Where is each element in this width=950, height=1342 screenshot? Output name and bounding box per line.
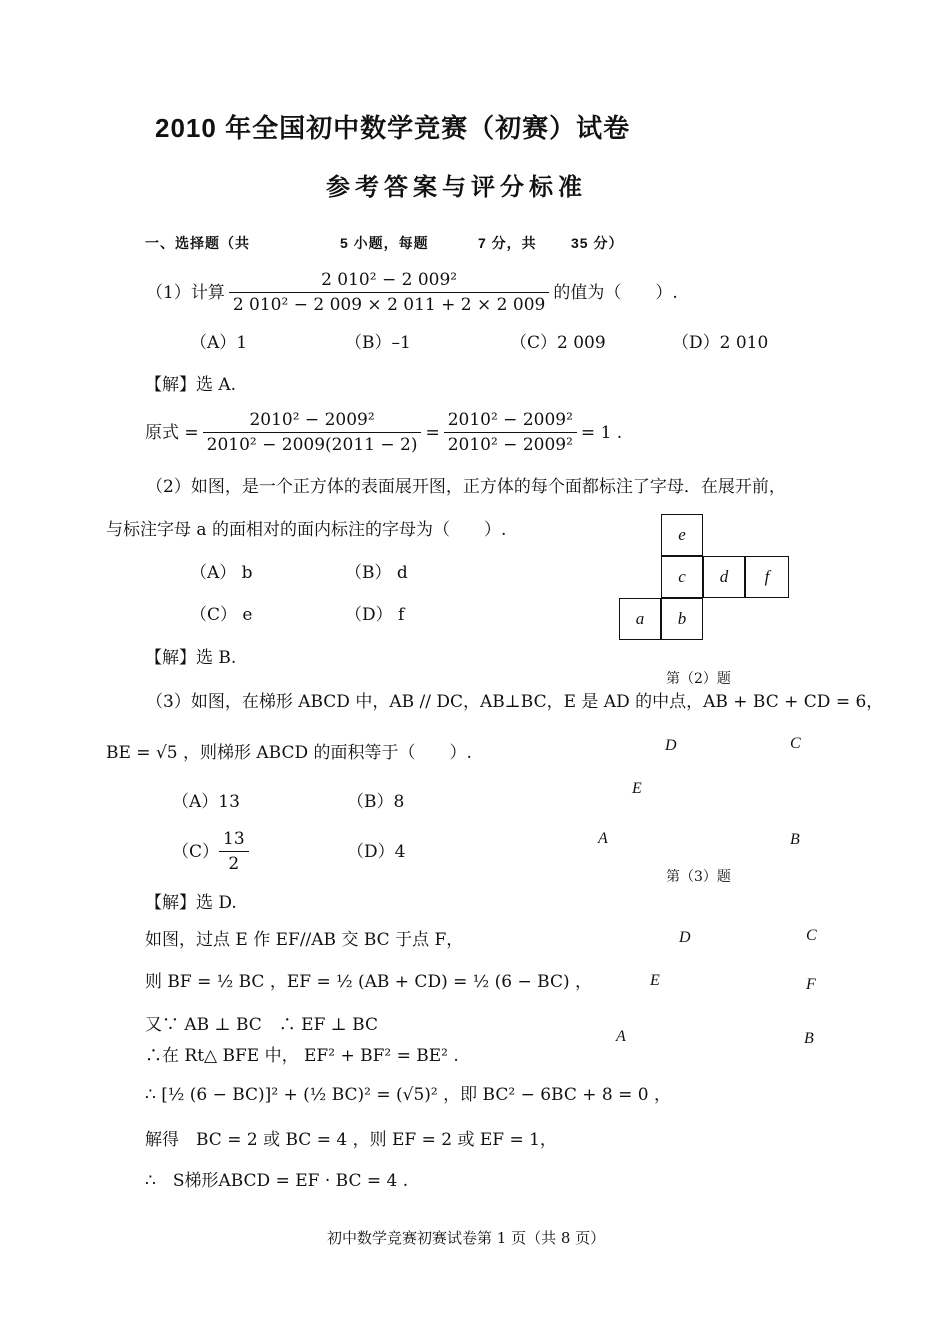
fig3-label-b: B (790, 831, 800, 848)
sol-fig-label-e: E (650, 972, 660, 989)
sol-fig-label-a: A (616, 1028, 626, 1045)
net-cell-c: c (661, 556, 703, 598)
net-cell-b: b (661, 598, 703, 640)
q3-sol-line-1: 如图，过点 E 作 EF//AB 交 BC 于点 F， (145, 930, 464, 950)
sol-fig-label-f: F (806, 976, 816, 993)
section-heading-part-2: 5 小题，每题 (340, 235, 429, 251)
q2-line-1: （2）如图，是一个正方体的表面展开图，正方体的每个面都标注了字母．在展开前， (146, 477, 786, 497)
net-cell-a: a (619, 598, 661, 640)
q3-option-d: （D）4 (347, 842, 406, 862)
q1-fraction (229, 270, 550, 315)
sol-fig-label-d: D (679, 929, 691, 946)
q1-option-c: （C）2 009 (510, 333, 606, 353)
net-cell-d: d (703, 556, 745, 598)
q3-sol-line-7: ∴ S梯形ABCD = EF · BC = 4 . (145, 1171, 409, 1191)
q3-line-1: （3）如图，在梯形 ABCD 中，AB // DC，AB⊥BC，E 是 AD 的中点，AB + BC + CD = 6， (146, 692, 884, 712)
section-heading-part-1: 一、选择题（共 (145, 235, 250, 251)
q1-numerator: 2 010² − 2 009² (229, 270, 550, 293)
q1-option-b: （B）–1 (345, 333, 411, 353)
fig3-label-a: A (598, 830, 608, 847)
net-cell-f: f (745, 556, 789, 598)
q3-option-a: （A）13 (172, 792, 240, 812)
q1-sol-num-1: 2010² − 2009² (203, 410, 422, 433)
section-heading-part-4: 35 分） (571, 235, 624, 251)
q1-prefix: （1）计算 (146, 282, 225, 303)
q1-sol-den-1: 2010² − 2009(2011 − 2) (206, 435, 418, 455)
q1-sol-equals: = (425, 422, 440, 443)
q1-sol-prefix: 原式 = (145, 422, 199, 443)
q3-option-b: （B）8 (347, 792, 405, 812)
q3-answer: 【解】选 D. (145, 893, 237, 913)
q1-sol-end: = 1 . (580, 422, 623, 443)
q1-sol-num-2: 2010² − 2009² (444, 410, 577, 433)
section-heading-part-3: 7 分，共 (478, 235, 537, 251)
q1-denominator: 2 010² − 2 009 × 2 011 + 2 × 2 009 (232, 295, 546, 315)
question-1 (146, 270, 678, 315)
q2-answer: 【解】选 B. (145, 648, 237, 668)
q1-sol-den-2: 2010² − 2009² (447, 435, 573, 455)
q2-option-b: （B） d (345, 563, 408, 583)
q3-sol-line-6: 解得 BC = 2 或 BC = 4 ，则 EF = 2 或 EF = 1， (145, 1130, 557, 1150)
q2-line-2: 与标注字母 a 的面相对的面内标注的字母为（ ）. (106, 520, 507, 540)
figure-3-caption: 第（3）题 (666, 869, 731, 885)
page-footer: 初中数学竞赛初赛试卷第 1 页（共 8 页） (327, 1229, 606, 1247)
q3-sol-line-3: 又∵ AB ⊥ BC ∴ EF ⊥ BC (145, 1015, 379, 1035)
net-cell-e: e (661, 514, 703, 556)
sol-fig-label-c: C (806, 927, 817, 944)
q3-option-c-fraction (219, 829, 249, 874)
fig3-label-c: C (790, 735, 801, 752)
q3-sol-line-5: ∴ [½ (6 − BC)]² + (½ BC)² = (√5)² ，即 BC² − 6BC + 8 = 0 ， (145, 1085, 671, 1105)
q3-option-c-label: （C） (172, 841, 220, 862)
q2-option-d: （D） f (345, 605, 405, 625)
q3-option-c (172, 829, 249, 874)
q1-suffix: 的值为（ ）. (553, 282, 678, 303)
title-line-2: 参考答案与评分标准 (326, 174, 587, 201)
sol-fig-label-b: B (804, 1030, 814, 1047)
q3-sol-line-2: 则 BF = ½ BC ，EF = ½ (AB + CD) = ½ (6 − BC) ， (145, 972, 592, 992)
fig3-label-d: D (665, 737, 677, 754)
q3-line-2: BE = √5 ，则梯形 ABCD 的面积等于（ ）. (106, 743, 472, 763)
figure-2-caption: 第（2）题 (666, 671, 731, 687)
title-line-1: 2010 年全国初中数学竞赛（初赛）试卷 (155, 113, 631, 143)
q1-sol-fraction-2 (444, 410, 577, 455)
q1-sol-fraction-1 (203, 410, 422, 455)
q2-option-c: （C） e (190, 605, 253, 625)
q1-option-d: （D）2 010 (672, 333, 769, 353)
q3-option-c-num: 13 (219, 829, 249, 852)
q1-answer: 【解】选 A. (145, 375, 237, 395)
fig3-label-e: E (632, 780, 642, 797)
q2-option-a: （A） b (190, 563, 253, 583)
q1-option-a: （A）1 (190, 333, 248, 353)
q3-sol-line-4: ∴在 Rt△ BFE 中， EF² + BF² = BE² . (145, 1046, 459, 1066)
q1-solution (145, 410, 622, 455)
q3-option-c-den: 2 (228, 854, 240, 874)
